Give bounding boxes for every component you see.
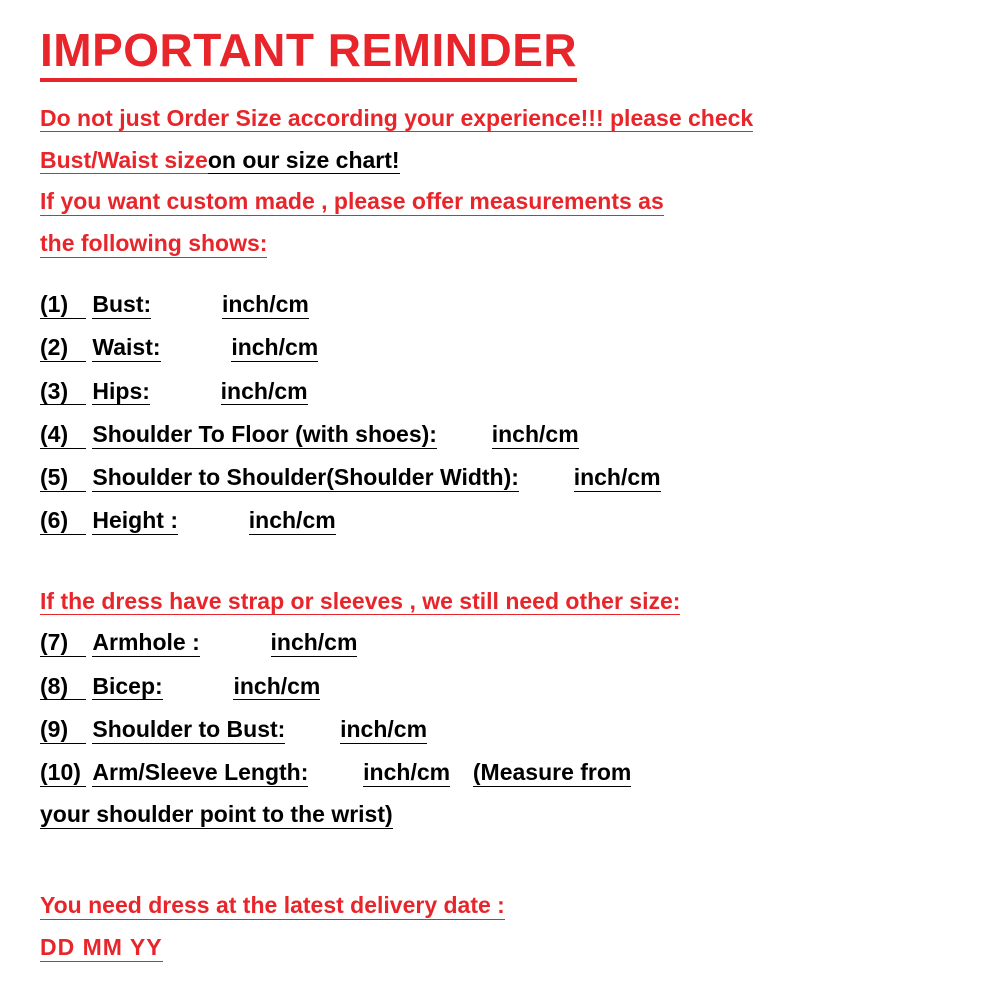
item-unit: inch/cm	[233, 672, 321, 699]
sleeve-measurement-list	[40, 621, 960, 836]
list-item	[40, 665, 960, 708]
delivery-date-format	[40, 928, 960, 967]
item-number: (2)	[40, 335, 86, 362]
item-unit: inch/cm	[573, 464, 661, 491]
item-label: Hips:	[92, 377, 150, 404]
intro-line-2-black: on our size chart!	[207, 146, 400, 173]
item-label: Bust:	[92, 291, 152, 318]
item-label: Shoulder to Shoulder(Shoulder Width):	[92, 464, 519, 491]
item-unit: inch/cm	[231, 334, 319, 361]
measurement-list	[40, 283, 960, 542]
item-number: (10)	[40, 760, 86, 787]
item-label: Shoulder To Floor (with shoes):	[92, 420, 437, 447]
intro-line-3	[40, 181, 960, 223]
item-unit: inch/cm	[220, 377, 308, 404]
section-heading-text: If the dress have strap or sleeves , we still need other size:	[40, 587, 681, 614]
item-suffix: (Measure from	[472, 759, 632, 786]
intro-line-3-text: If you want custom made , please offer measurements as	[40, 188, 664, 215]
item-label: Waist:	[92, 334, 161, 361]
item-number: (1)	[40, 292, 86, 319]
intro-line-4	[40, 223, 960, 265]
intro-line-2	[40, 140, 960, 182]
item-unit: inch/cm	[248, 507, 336, 534]
intro-block	[40, 98, 960, 265]
item-label: Height :	[92, 507, 178, 534]
item-number: (6)	[40, 508, 86, 535]
list-item	[40, 456, 960, 499]
item-label: Arm/Sleeve Length:	[92, 759, 309, 786]
item-unit: inch/cm	[491, 420, 579, 447]
item-label: Armhole :	[92, 629, 200, 656]
item-number: (5)	[40, 465, 86, 492]
item-unit: inch/cm	[270, 629, 358, 656]
item-unit: inch/cm	[363, 759, 451, 786]
item-unit: inch/cm	[340, 715, 428, 742]
section-heading-sleeves	[40, 583, 960, 620]
delivery-date-format-text: DD MM YY	[40, 933, 163, 960]
list-item	[40, 499, 960, 542]
item-number: (3)	[40, 379, 86, 406]
delivery-date-prompt	[40, 884, 960, 928]
measure-continuation-text: your shoulder point to the wrist)	[40, 801, 393, 828]
item-label: Shoulder to Bust:	[92, 715, 286, 742]
list-item	[40, 708, 960, 751]
intro-line-1	[40, 98, 960, 140]
list-item	[40, 413, 960, 456]
page-title: IMPORTANT REMINDER	[40, 26, 577, 82]
intro-line-4-text: the following shows:	[40, 230, 268, 257]
item-number: (8)	[40, 674, 86, 701]
item-label: Bicep:	[92, 672, 163, 699]
item-number: (9)	[40, 717, 86, 744]
list-item	[40, 370, 960, 413]
item-number: (7)	[40, 630, 86, 657]
list-item	[40, 283, 960, 326]
intro-line-2-red: Bust/Waist size	[40, 146, 208, 173]
list-item	[40, 326, 960, 369]
item-number: (4)	[40, 422, 86, 449]
delivery-date-prompt-text: You need dress at the latest delivery date :	[40, 892, 505, 919]
intro-line-1-text: Do not just Order Size according your experience!!! please check	[40, 104, 754, 131]
list-item	[40, 751, 960, 794]
item-unit: inch/cm	[221, 291, 309, 318]
measure-continuation	[40, 794, 960, 836]
list-item	[40, 621, 960, 664]
